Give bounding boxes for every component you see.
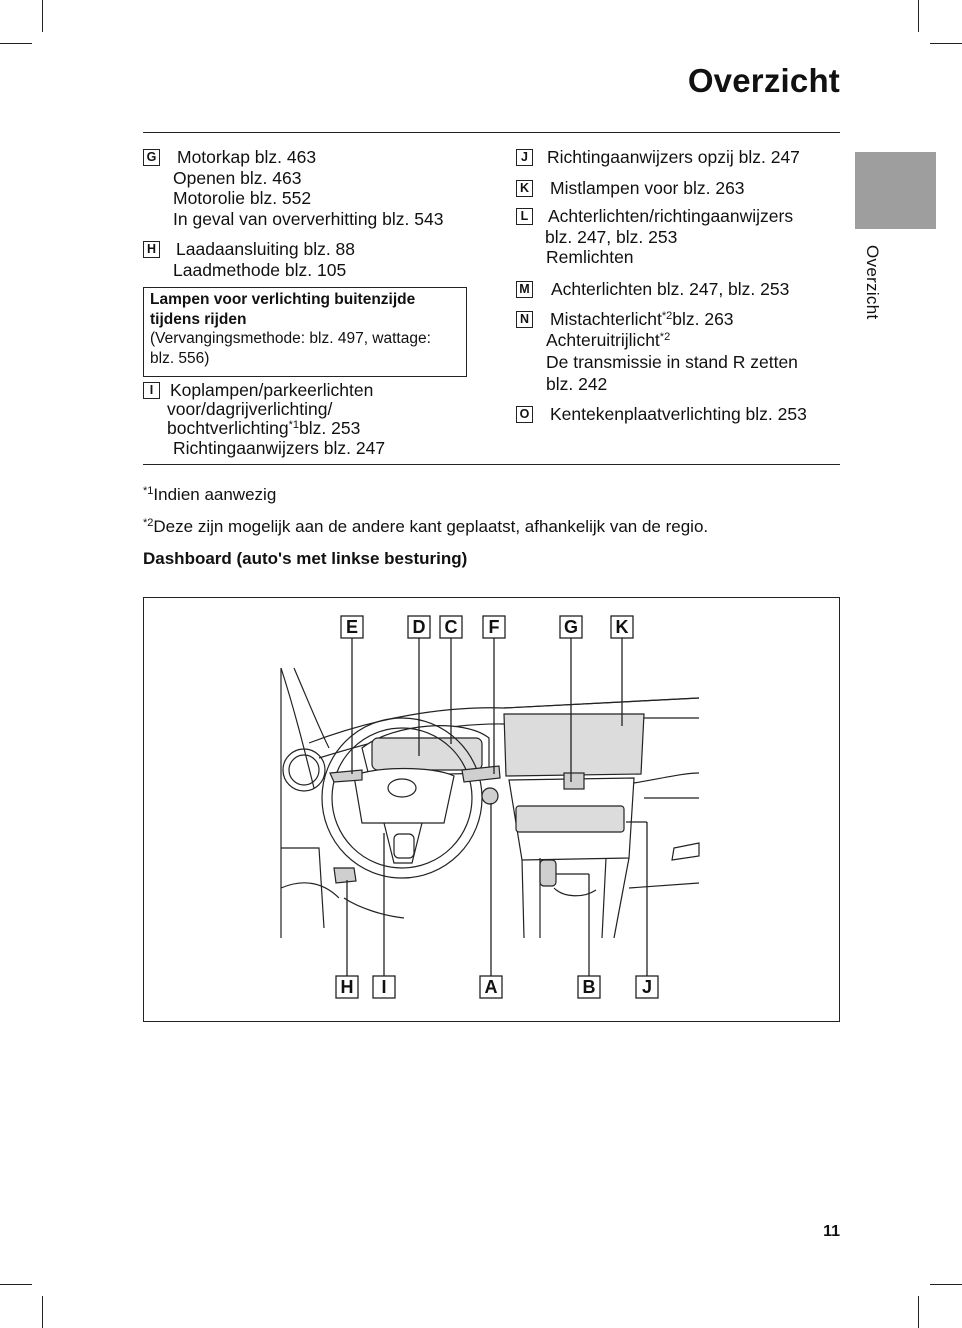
crop-mark — [0, 43, 32, 44]
left-column-lower — [143, 380, 473, 459]
lamp-box-body: (Vervangingsmethode: blz. 497, wattage: — [150, 330, 431, 347]
item-i-line: Richtingaanwijzers blz. 247 — [173, 438, 386, 458]
lamp-box-body: blz. 556) — [150, 349, 210, 367]
chapter-label: Overzicht — [863, 245, 882, 320]
item-g-line: Motorolie blz. 552 — [173, 188, 312, 208]
item-i-line: bochtverlichting — [167, 417, 289, 438]
footnote-ref: *1 — [288, 418, 300, 431]
callout-label: J — [641, 977, 653, 997]
item-l-line: blz. 247, blz. 253 — [545, 226, 678, 247]
callout-label: H — [340, 977, 354, 997]
item-l-line: Remlichten — [546, 247, 634, 267]
item-h-line: Laadmethode blz. 105 — [173, 259, 347, 280]
item-l-line: Achterlichten/richtingaanwijzers — [548, 206, 794, 226]
footnote-mark: *2 — [143, 517, 154, 529]
crop-mark — [930, 1284, 962, 1285]
badge-k: K — [516, 180, 533, 197]
item-o — [516, 404, 846, 425]
badge-j: J — [516, 149, 533, 166]
badge-l: L — [516, 208, 533, 225]
badge-i: I — [143, 382, 160, 399]
page-title: Overzicht — [687, 62, 840, 99]
callout-label: D — [412, 617, 426, 637]
lamp-info-box — [143, 287, 467, 377]
footnote — [143, 485, 276, 505]
dashboard-illustration — [144, 598, 841, 1023]
footnote-ref: *2 — [661, 310, 673, 322]
lamp-box-title: Lampen voor verlichting buitenzijde — [150, 291, 416, 308]
badge-n: N — [516, 311, 533, 328]
item-n-line: Mistachterlicht — [550, 309, 662, 329]
callout-label: G — [563, 617, 579, 637]
item-i — [143, 380, 473, 459]
item-g — [143, 147, 473, 229]
callout-label: B — [582, 977, 596, 997]
crop-mark — [0, 1284, 32, 1285]
badge-o: O — [516, 406, 533, 423]
item-m-line: Achterlichten blz. 247, blz. 253 — [551, 278, 790, 299]
item-n-line: Achteruitrijlicht — [546, 329, 660, 350]
item-k-line: Mistlampen voor blz. 263 — [550, 177, 745, 198]
callout-label: E — [345, 617, 359, 637]
crop-mark — [930, 43, 962, 44]
item-i-line: Koplampen/parkeerlichten — [170, 380, 374, 400]
item-g-line: In geval van oververhitting blz. 543 — [173, 208, 444, 229]
footnote-mark: *1 — [143, 485, 154, 497]
footnote-ref: *2 — [659, 330, 671, 343]
chapter-tab — [855, 152, 936, 229]
crop-mark — [918, 0, 919, 32]
page-number: 11 — [823, 1223, 840, 1240]
section-title: Dashboard (auto's met linkse besturing) — [143, 549, 468, 568]
item-i-line: blz. 253 — [299, 417, 361, 438]
item-l — [516, 206, 846, 268]
lamp-box-title: tijdens rijden — [150, 310, 247, 328]
callout-label: C — [444, 617, 458, 637]
item-i-line: voor/dagrijverlichting/ — [167, 398, 333, 419]
callout-label: A — [484, 977, 498, 997]
item-g-line: Openen blz. 463 — [173, 167, 302, 188]
footnote-text: Deze zijn mogelijk aan de andere kant geplaatst, afhankelijk van de regio. — [153, 517, 709, 536]
footnote-text: Indien aanwezig — [153, 485, 277, 504]
item-n-line: De transmissie in stand R zetten — [546, 352, 798, 372]
item-n-line: blz. 263 — [672, 309, 734, 329]
item-j — [516, 147, 846, 168]
item-n — [516, 309, 846, 394]
item-n-line: blz. 242 — [546, 373, 608, 394]
item-g-line: Motorkap blz. 463 — [177, 147, 317, 167]
badge-m: M — [516, 281, 533, 298]
item-j-line: Richtingaanwijzers opzij blz. 247 — [547, 147, 800, 167]
right-column — [516, 147, 846, 425]
bottom-divider — [143, 464, 840, 465]
top-divider — [143, 132, 840, 133]
item-h — [143, 239, 473, 280]
item-o-line: Kentekenplaatverlichting blz. 253 — [550, 404, 807, 424]
crop-mark — [918, 1296, 919, 1328]
item-h-line: Laadaansluiting blz. 88 — [176, 239, 356, 259]
left-column — [143, 147, 473, 280]
footnote — [143, 517, 708, 537]
badge-g: G — [143, 149, 160, 166]
crop-mark — [42, 1296, 43, 1328]
badge-h: H — [143, 241, 160, 258]
callout-label: F — [488, 617, 500, 637]
callout-label: K — [615, 617, 629, 637]
dashboard-figure — [143, 597, 840, 1022]
callout-label: I — [381, 977, 387, 997]
crop-mark — [42, 0, 43, 32]
item-m — [516, 279, 846, 300]
item-k — [516, 178, 846, 199]
